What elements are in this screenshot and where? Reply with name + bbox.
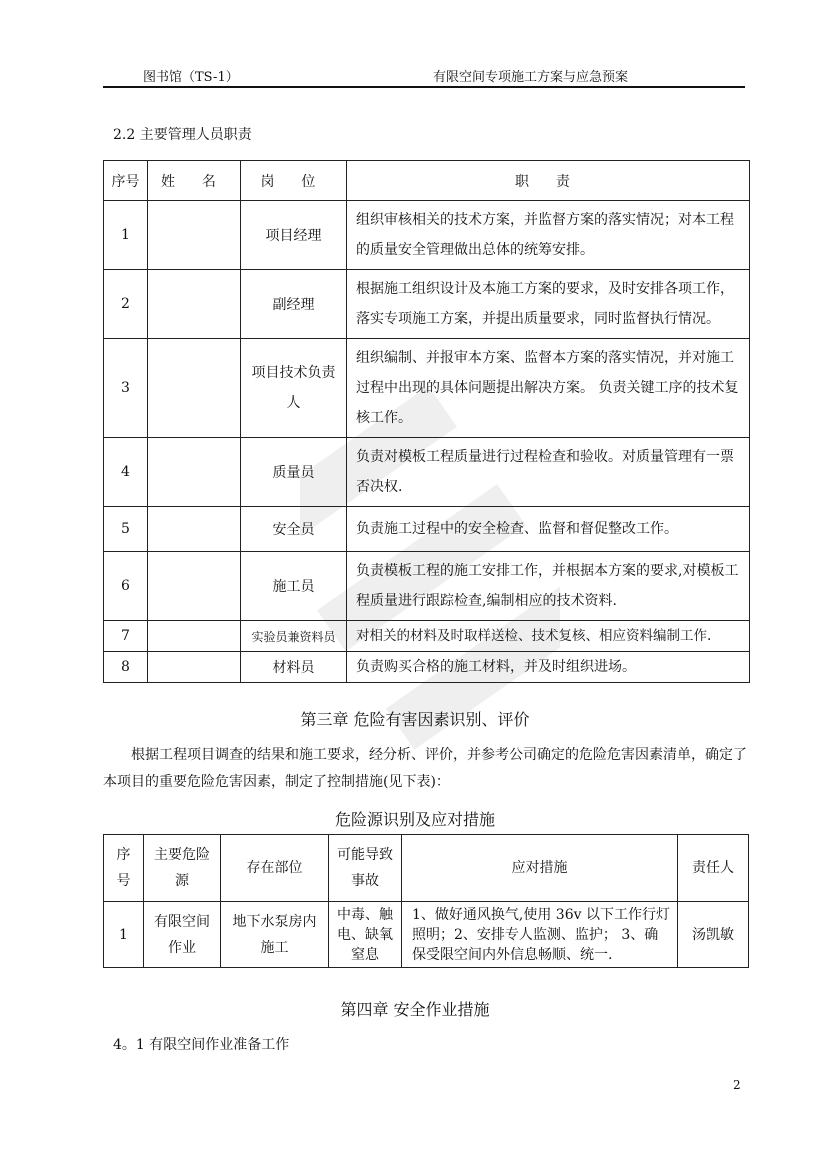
chapter-3-title: 第三章 危险有害因素识别、评价 [300,710,530,729]
row-duty: 根据施工组织设计及本施工方案的要求，及时安排各项工作，落实专项施工方案，并提出质量要求，同时监督执行情况。 [347,270,750,339]
row-name [148,270,241,339]
row-no: 5 [104,507,148,552]
section-4-1-title: 4。1 有限空间作业准备工作 [113,1037,290,1053]
row-post: 质量员 [241,438,347,507]
row-no: 1 [104,902,144,968]
row-location: 地下水泵房内施工 [221,902,329,968]
hazard-table [103,834,749,968]
row-no: 7 [104,621,148,652]
header-source: 主要危险源 [144,835,221,902]
row-name [148,339,241,438]
page-header [103,64,745,88]
row-post: 安全员 [241,507,347,552]
table-row [104,201,750,270]
row-name [148,652,241,683]
row-duty: 负责购买合格的施工材料，并及时组织进场。 [347,652,750,683]
row-no: 2 [104,270,148,339]
header-no: 序号 [104,161,148,201]
row-post: 项目技术负责人 [241,339,347,438]
header-left: 图书馆（TS-1） [143,70,239,85]
table-header-row [104,161,750,201]
header-name: 姓 名 [148,161,241,201]
row-source: 有限空间作业 [144,902,221,968]
row-post: 实验员兼资料员 [241,621,347,652]
row-post: 副经理 [241,270,347,339]
row-duty: 组织编制、并报审本方案、监督本方案的落实情况，并对施工过程中出现的具体问题提出解决方案。 负责关键工序的技术复核工作。 [347,339,750,438]
table-row [104,902,749,968]
table-row [104,652,750,683]
header-post: 岗 位 [241,161,347,201]
row-post: 材料员 [241,652,347,683]
row-name [148,552,241,621]
chapter-4-title: 第四章 安全作业措施 [340,1000,490,1019]
chapter-3-paragraph: 根据工程项目调查的结果和施工要求，经分析、评价，并参考公司确定的危险危害因素清单，确定了本项目的重要危险危害因素，制定了控制措施(见下表)： [103,747,747,790]
page-number: 2 [733,1078,741,1092]
row-post: 施工员 [241,552,347,621]
table-row [104,270,750,339]
row-no: 8 [104,652,148,683]
row-duty: 负责施工过程中的安全检查、监督和督促整改工作。 [347,507,750,552]
row-accident: 中毒、触电、缺氧窒息 [329,902,402,968]
table-row [104,438,750,507]
header-person: 责任人 [678,835,749,902]
table-row [104,507,750,552]
header-accident: 可能导致事故 [329,835,402,902]
table-row [104,339,750,438]
header-measures: 应对措施 [402,835,678,902]
header-location: 存在部位 [221,835,329,902]
row-name [148,621,241,652]
table-row [104,552,750,621]
row-duty: 负责对模板工程质量进行过程检查和验收。对质量管理有一票否决权. [347,438,750,507]
row-post: 项目经理 [241,201,347,270]
row-measures: 1、做好通风换气,使用 36v 以下工作行灯照明；2、安排专人监测、监护； 3、确保受限空间内外信息畅顺、统一. [402,902,678,968]
header-duty: 职 责 [347,161,750,201]
row-no: 6 [104,552,148,621]
row-no: 1 [104,201,148,270]
row-person: 汤凯敏 [678,902,749,968]
header-right: 有限空间专项施工方案与应急预案 [433,70,629,85]
row-name [148,507,241,552]
row-duty: 负责模板工程的施工安排工作，并根据本方案的要求,对模板工程质量进行跟踪检查,编制相应的技术资料. [347,552,750,621]
hazard-table-title: 危险源识别及应对措施 [334,810,495,829]
table-header-row [104,835,749,902]
row-name [148,201,241,270]
row-name [148,438,241,507]
staff-duties-table [103,160,750,683]
section-title: 2.2 主要管理人员职责 [113,127,252,143]
row-no: 4 [104,438,148,507]
row-duty: 组织审核相关的技术方案，并监督方案的落实情况；对本工程的质量安全管理做出总体的统筹安排。 [347,201,750,270]
row-duty: 对相关的材料及时取样送检、技术复核、相应资料编制工作. [347,621,750,652]
table-row [104,621,750,652]
header-no: 序号 [104,835,144,902]
row-no: 3 [104,339,148,438]
